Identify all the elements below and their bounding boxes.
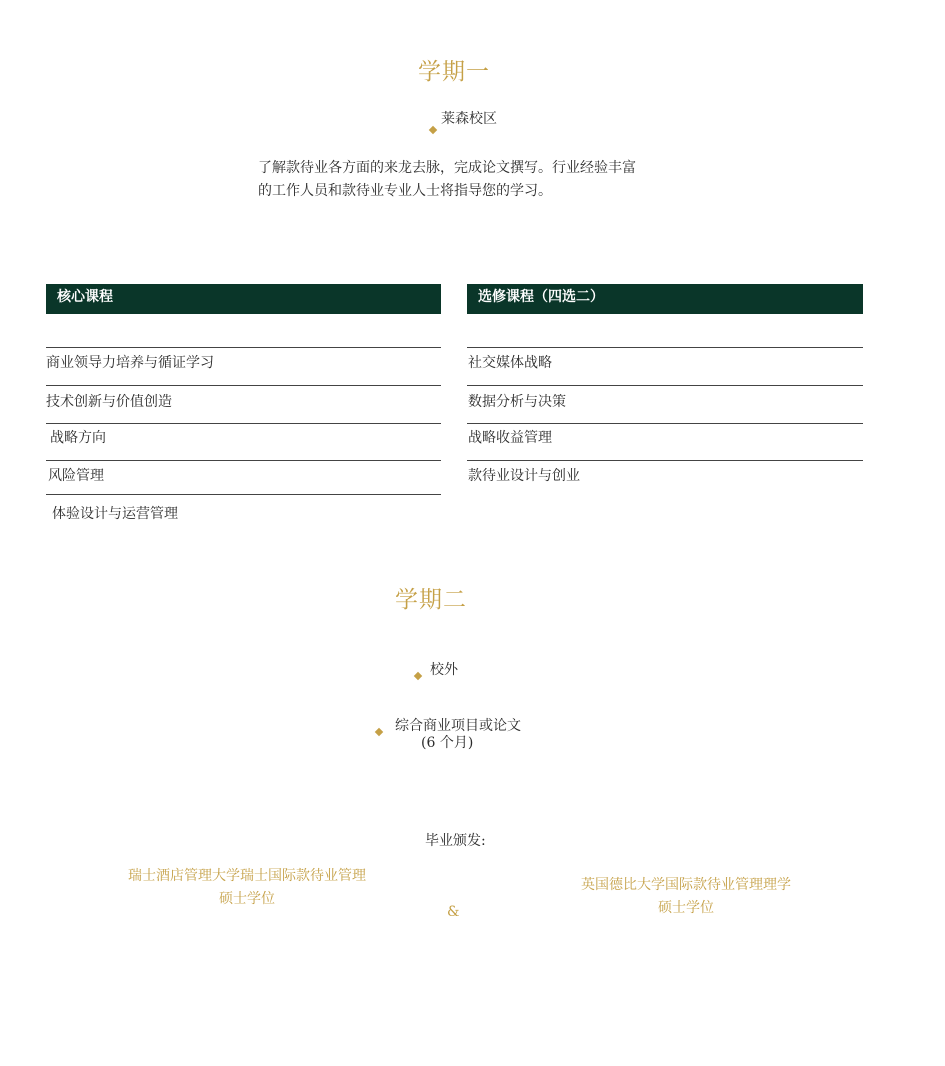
ampersand: & [447,904,460,920]
location-label: 校外 [430,662,458,678]
elective-course-item: 数据分析与决策 [468,394,566,410]
divider [46,423,441,424]
elective-courses-header: 选修课程（四选二） [467,284,863,314]
intro-line-2: 的工作人员和款待业专业人士将指导您的学习。 [258,183,552,199]
elective-course-item: 社交媒体战略 [468,355,552,371]
divider [467,460,863,461]
degree-swiss-line-1: 瑞士酒店管理大学瑞士国际款待业管理 [128,868,366,884]
core-course-item: 商业领导力培养与循证学习 [46,355,214,371]
divider [467,385,863,386]
project-duration: (6 个月) [421,735,474,751]
divider [46,385,441,386]
divider [467,347,863,348]
graduation-label: 毕业颁发: [425,833,486,849]
elective-course-item: 战略收益管理 [468,430,552,446]
semester2-title: 学期二 [395,587,467,613]
core-courses-header: 核心课程 [46,284,441,314]
campus-label: 莱森校区 [441,111,497,127]
core-course-item: 风险管理 [48,468,104,484]
divider [46,347,441,348]
campus-bullet-icon [430,118,436,137]
intro-line-1: 了解款待业各方面的来龙去脉，完成论文撰写。行业经验丰富 [258,160,636,176]
core-course-item: 战略方向 [50,430,106,446]
degree-swiss [122,865,372,911]
elective-course-item: 款待业设计与创业 [468,468,580,484]
semester1-title: 学期一 [418,59,490,85]
divider [467,423,863,424]
divider [46,460,441,461]
degree-swiss-line-2: 硕士学位 [219,891,275,907]
location-bullet-icon [415,664,421,683]
semester1-intro [258,157,668,203]
core-course-item: 技术创新与价值创造 [46,394,172,410]
project-label: 综合商业项目或论文 [395,718,521,734]
core-course-item: 体验设计与运营管理 [52,506,178,522]
divider [46,494,441,495]
degree-derby-line-2: 硕士学位 [658,900,714,916]
project-bullet-icon [376,720,382,739]
degree-derby [570,874,802,920]
degree-derby-line-1: 英国德比大学国际款待业管理理学 [581,877,791,893]
